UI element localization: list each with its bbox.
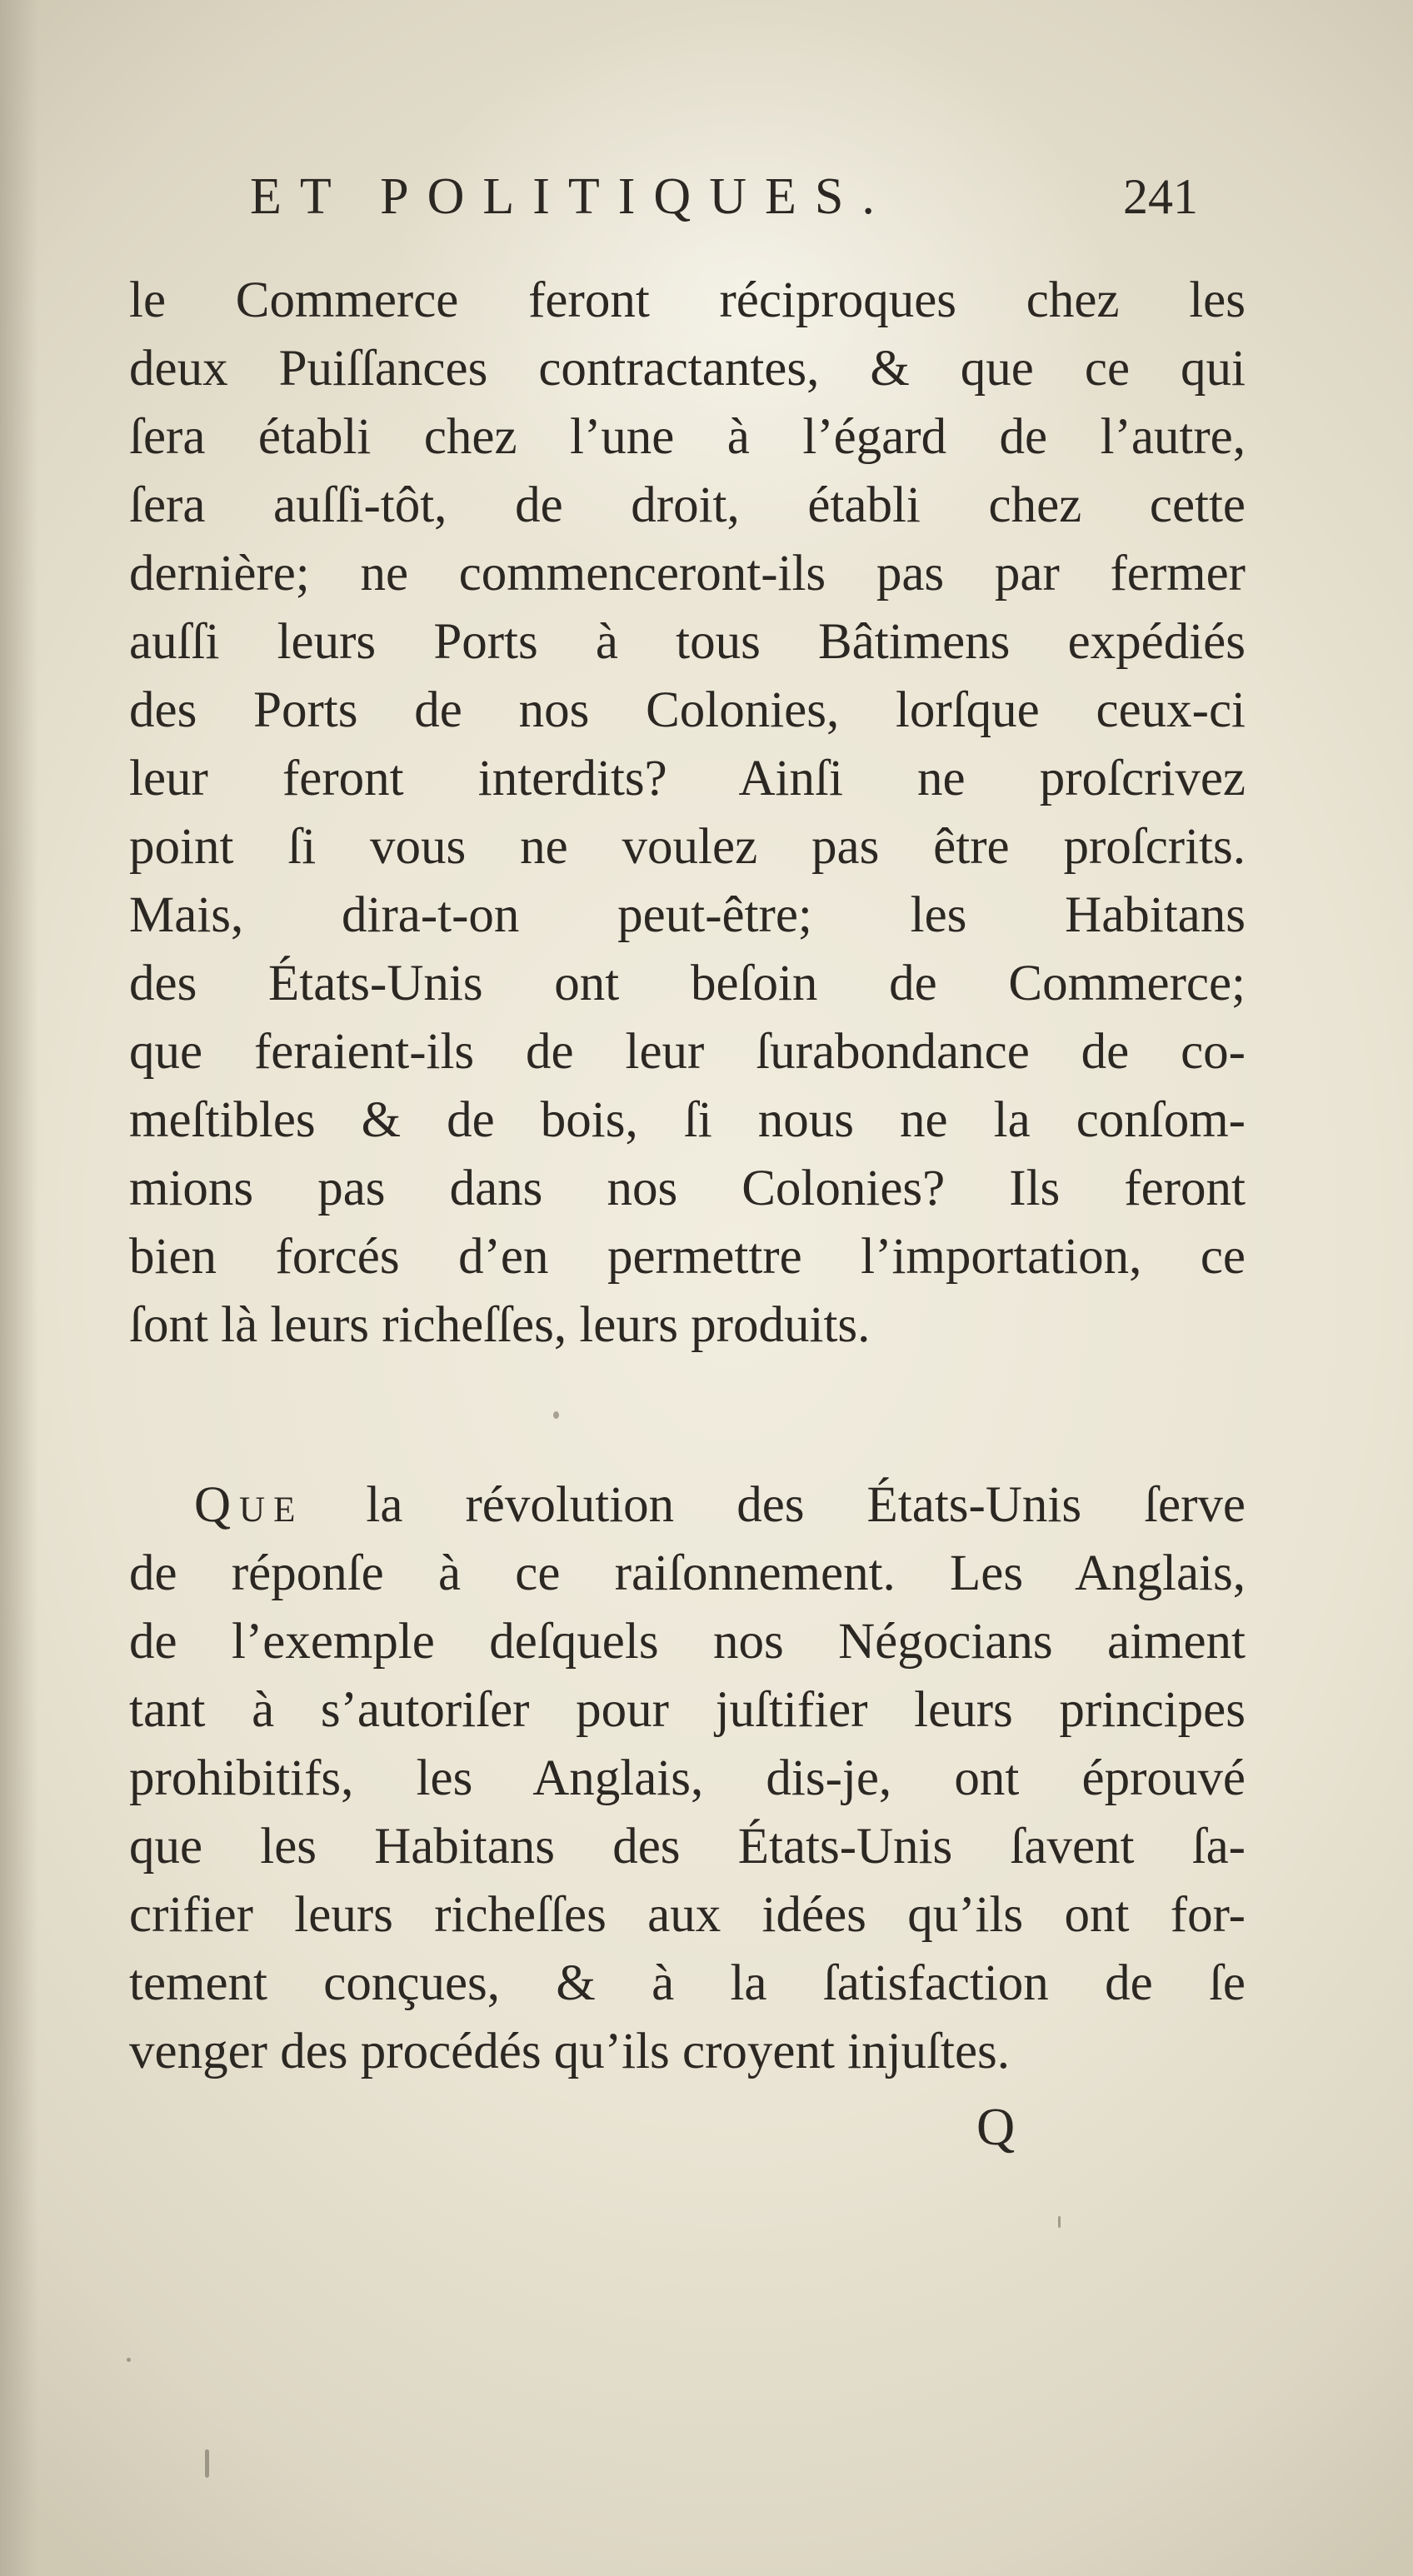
page-header (0, 163, 1413, 230)
text-line: dernière; ne commenceront-ils pas par fermer (129, 546, 1246, 602)
text-line: de réponſe à ce raiſonnement. Les Anglais, (129, 1545, 1246, 1601)
text-line: crifier leurs richeſſes aux idées qu’ils ont for- (129, 1887, 1246, 1943)
page-number: 241 (1123, 169, 1198, 224)
text-line: le Commerce feront réciproques chez les (129, 272, 1246, 328)
first-line-rest: la révolution des États-Unis ſerve (303, 1477, 1246, 1533)
paper-speck (553, 1411, 559, 1419)
paragraph-1 (129, 267, 1246, 1360)
text-line: bien forcés d’en permettre l’importation, ce (129, 1229, 1246, 1285)
page-gutter-shadow (0, 0, 38, 2576)
paragraph-2 (129, 1471, 1246, 2086)
paper-speck (1058, 2216, 1061, 2228)
text-line: venger des procédés qu’ils croyent injuſtes. (129, 2024, 1011, 2079)
text-line: meſtibles & de bois, ſi nous ne la conſom- (129, 1092, 1246, 1148)
text-line: ſera auſſi-tôt, de droit, établi chez cette (129, 477, 1246, 533)
running-head: ET POLITIQUES. (250, 168, 893, 225)
text-line: Mais, dira-t-on peut-être; les Habitans (129, 887, 1246, 943)
text-line: ſera établi chez l’une à l’égard de l’autre, (129, 409, 1246, 465)
text-line: mions pas dans nos Colonies? Ils feront (129, 1161, 1246, 1216)
text-line: ſont là leurs richeſſes, leurs produits. (129, 1297, 871, 1353)
text-line: tant à s’autoriſer pour juſtifier leurs principes (129, 1682, 1246, 1738)
text-line: deux Puiſſances contractantes, & que ce qui (129, 341, 1246, 397)
first-text-line (129, 1471, 1246, 1540)
drop-word: Que (194, 1477, 304, 1533)
text-line: que feraient-ils de leur ſurabondance de co- (129, 1024, 1246, 1080)
text-line: des Ports de nos Colonies, lorſque ceux-ci (129, 682, 1246, 738)
text-line: tement conçues, & à la ſatisfaction de ſe (129, 1955, 1246, 2011)
catchword: Q (976, 2097, 1016, 2156)
text-line: prohibitifs, les Anglais, dis-je, ont éprouvé (129, 1750, 1246, 1806)
text-line: point ſi vous ne voulez pas être proſcrits. (129, 819, 1246, 875)
text-line: leur feront interdits? Ainſi ne proſcrivez (129, 751, 1246, 806)
text-line: auſſi leurs Ports à tous Bâtimens expédiés (129, 614, 1246, 670)
paper-speck (205, 2449, 209, 2478)
paper-speck (127, 2358, 131, 2362)
text-line: de l’exemple deſquels nos Négocians aiment (129, 1614, 1246, 1670)
text-line: des États-Unis ont beſoin de Commerce; (129, 956, 1246, 1011)
text-line: que les Habitans des États-Unis ſavent ſa- (129, 1819, 1246, 1875)
